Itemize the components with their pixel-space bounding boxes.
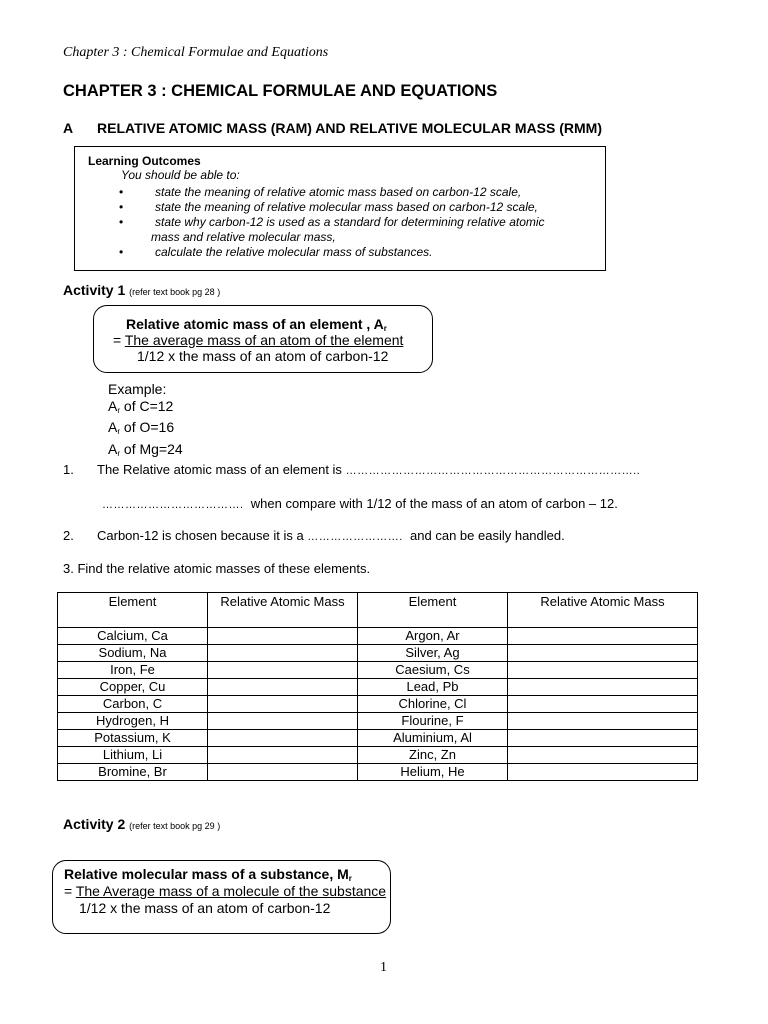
element-cell: Bromine, Br (58, 764, 208, 781)
list-item-continuation: mass and relative molecular mass, (151, 230, 336, 244)
table-row (58, 730, 698, 747)
question-text: Carbon-12 is chosen because it is a (97, 528, 308, 543)
activity-label: Activity 1 (63, 282, 126, 298)
subscript: r (117, 405, 121, 415)
example-line (108, 398, 183, 420)
answer-cell[interactable] (208, 645, 358, 662)
element-cell: Caesium, Cs (358, 662, 508, 679)
learning-outcomes-heading: Learning Outcomes (88, 154, 201, 168)
element-cell: Chlorine, Cl (358, 696, 508, 713)
element-cell: Flourine, F (358, 713, 508, 730)
example-text: of Mg=24 (120, 440, 183, 457)
example-line (108, 441, 183, 463)
question-1-continued (102, 496, 618, 511)
question-3: 3. Find the relative atomic masses of these elements. (63, 561, 371, 576)
question-1-number: 1. (63, 462, 74, 477)
definition-numerator: The average mass of an atom of the element (124, 332, 404, 348)
symbol: A (108, 397, 118, 414)
answer-cell[interactable] (208, 713, 358, 730)
answer-cell[interactable] (208, 747, 358, 764)
answer-cell[interactable] (208, 764, 358, 781)
answer-cell[interactable] (508, 628, 698, 645)
section-letter: A (63, 120, 74, 136)
column-header: Element (358, 593, 508, 628)
equals-sign: = (64, 883, 76, 899)
element-cell: Lithium, Li (58, 747, 208, 764)
chapter-title: CHAPTER 3 : CHEMICAL FORMULAE AND EQUATIONS (63, 82, 498, 100)
learning-outcomes-box (74, 146, 606, 271)
table-row (58, 696, 698, 713)
ram-definition-box (93, 305, 433, 373)
equals-sign: = (113, 332, 125, 348)
answer-cell[interactable] (508, 679, 698, 696)
table-row (58, 662, 698, 679)
example-text: of O=16 (120, 419, 175, 435)
table-row (58, 679, 698, 696)
activity-reference: (refer text book pg 28 ) (129, 287, 221, 297)
question-2-number: 2. (63, 528, 74, 543)
section-title: RELATIVE ATOMIC MASS (RAM) AND RELATIVE MOLECULAR MASS (RMM) (97, 120, 603, 136)
bullet-icon: • (119, 200, 124, 214)
table-row (58, 628, 698, 645)
bullet-icon: • (119, 245, 124, 259)
column-header: Relative Atomic Mass (508, 593, 698, 628)
column-header: Element (58, 593, 208, 628)
running-head: Chapter 3 : Chemical Formulae and Equations (63, 45, 329, 60)
definition-title-text: Relative molecular mass of a substance, M (64, 866, 349, 882)
element-cell: Calcium, Ca (58, 628, 208, 645)
column-header: Relative Atomic Mass (208, 593, 358, 628)
list-item-text: state the meaning of relative atomic mass based on carbon-12 scale, (155, 185, 522, 199)
definition-numerator-line (64, 883, 386, 899)
list-item (75, 185, 595, 200)
element-cell: Zinc, Zn (358, 747, 508, 764)
element-cell: Sodium, Na (58, 645, 208, 662)
question-1 (97, 462, 640, 477)
table-row (58, 713, 698, 730)
relative-atomic-mass-table (57, 592, 698, 781)
list-item (75, 215, 595, 245)
example-label: Example: (108, 381, 167, 397)
answer-cell[interactable] (508, 730, 698, 747)
subscript: r (383, 324, 387, 333)
answer-cell[interactable] (508, 662, 698, 679)
answer-blank: ………………………………………………………………….. (345, 465, 641, 477)
element-cell: Potassium, K (58, 730, 208, 747)
symbol: A (108, 440, 118, 457)
answer-cell[interactable] (208, 662, 358, 679)
table-row (58, 645, 698, 662)
element-cell: Hydrogen, H (58, 713, 208, 730)
question-text: when compare with 1/12 of the mass of an atom of carbon – 12. (250, 496, 618, 511)
element-cell: Aluminium, Al (358, 730, 508, 747)
subscript: r (117, 427, 121, 436)
table-header-row (58, 593, 698, 628)
answer-cell[interactable] (208, 628, 358, 645)
symbol: A (108, 419, 118, 435)
rmm-definition-box (52, 860, 391, 934)
answer-blank: ………………………………. (102, 499, 248, 511)
table-row (58, 764, 698, 781)
activity-2-heading (63, 816, 220, 832)
subscript: r (117, 448, 121, 458)
element-cell: Silver, Ag (358, 645, 508, 662)
answer-cell[interactable] (508, 747, 698, 764)
definition-numerator-line (113, 332, 403, 348)
element-cell: Lead, Pb (358, 679, 508, 696)
list-item (75, 200, 595, 215)
example-text: of C=12 (120, 397, 174, 414)
example-block (108, 381, 183, 462)
definition-denominator: 1/12 x the mass of an atom of carbon-12 (79, 900, 331, 916)
learning-outcomes-list (75, 185, 595, 260)
question-2 (97, 528, 565, 543)
definition-title-text: Relative atomic mass of an element , A (126, 316, 384, 332)
table-row (58, 747, 698, 764)
answer-cell[interactable] (208, 730, 358, 747)
answer-cell[interactable] (208, 696, 358, 713)
section-heading (63, 120, 602, 136)
question-text: and can be easily handled. (410, 528, 565, 543)
answer-cell[interactable] (508, 713, 698, 730)
list-item (75, 245, 595, 260)
element-cell: Iron, Fe (58, 662, 208, 679)
answer-blank: ……………………. (307, 531, 407, 543)
element-cell: Helium, He (358, 764, 508, 781)
answer-cell[interactable] (508, 645, 698, 662)
definition-denominator: 1/12 x the mass of an atom of carbon-12 (137, 348, 389, 364)
element-cell: Carbon, C (58, 696, 208, 713)
bullet-icon: • (119, 215, 124, 229)
element-cell: Copper, Cu (58, 679, 208, 696)
answer-cell[interactable] (208, 679, 358, 696)
page-number: 1 (380, 960, 387, 975)
list-item-text: state why carbon-12 is used as a standard for determining relative atomic (155, 215, 545, 229)
activity-1-heading (63, 282, 220, 298)
question-text: The Relative atomic mass of an element is (97, 462, 346, 477)
activity-label: Activity 2 (63, 816, 126, 832)
answer-cell[interactable] (508, 764, 698, 781)
list-item-text: calculate the relative molecular mass of substances. (155, 245, 433, 259)
element-cell: Argon, Ar (358, 628, 508, 645)
definition-numerator: The Average mass of a molecule of the substance (75, 883, 387, 899)
list-item-text: state the meaning of relative molecular mass based on carbon-12 scale, (155, 200, 538, 214)
answer-cell[interactable] (508, 696, 698, 713)
activity-reference: (refer text book pg 29 ) (129, 821, 221, 831)
subscript: r (348, 874, 352, 883)
example-line (108, 419, 183, 441)
learning-outcomes-intro: You should be able to: (121, 168, 240, 182)
bullet-icon: • (119, 185, 124, 199)
